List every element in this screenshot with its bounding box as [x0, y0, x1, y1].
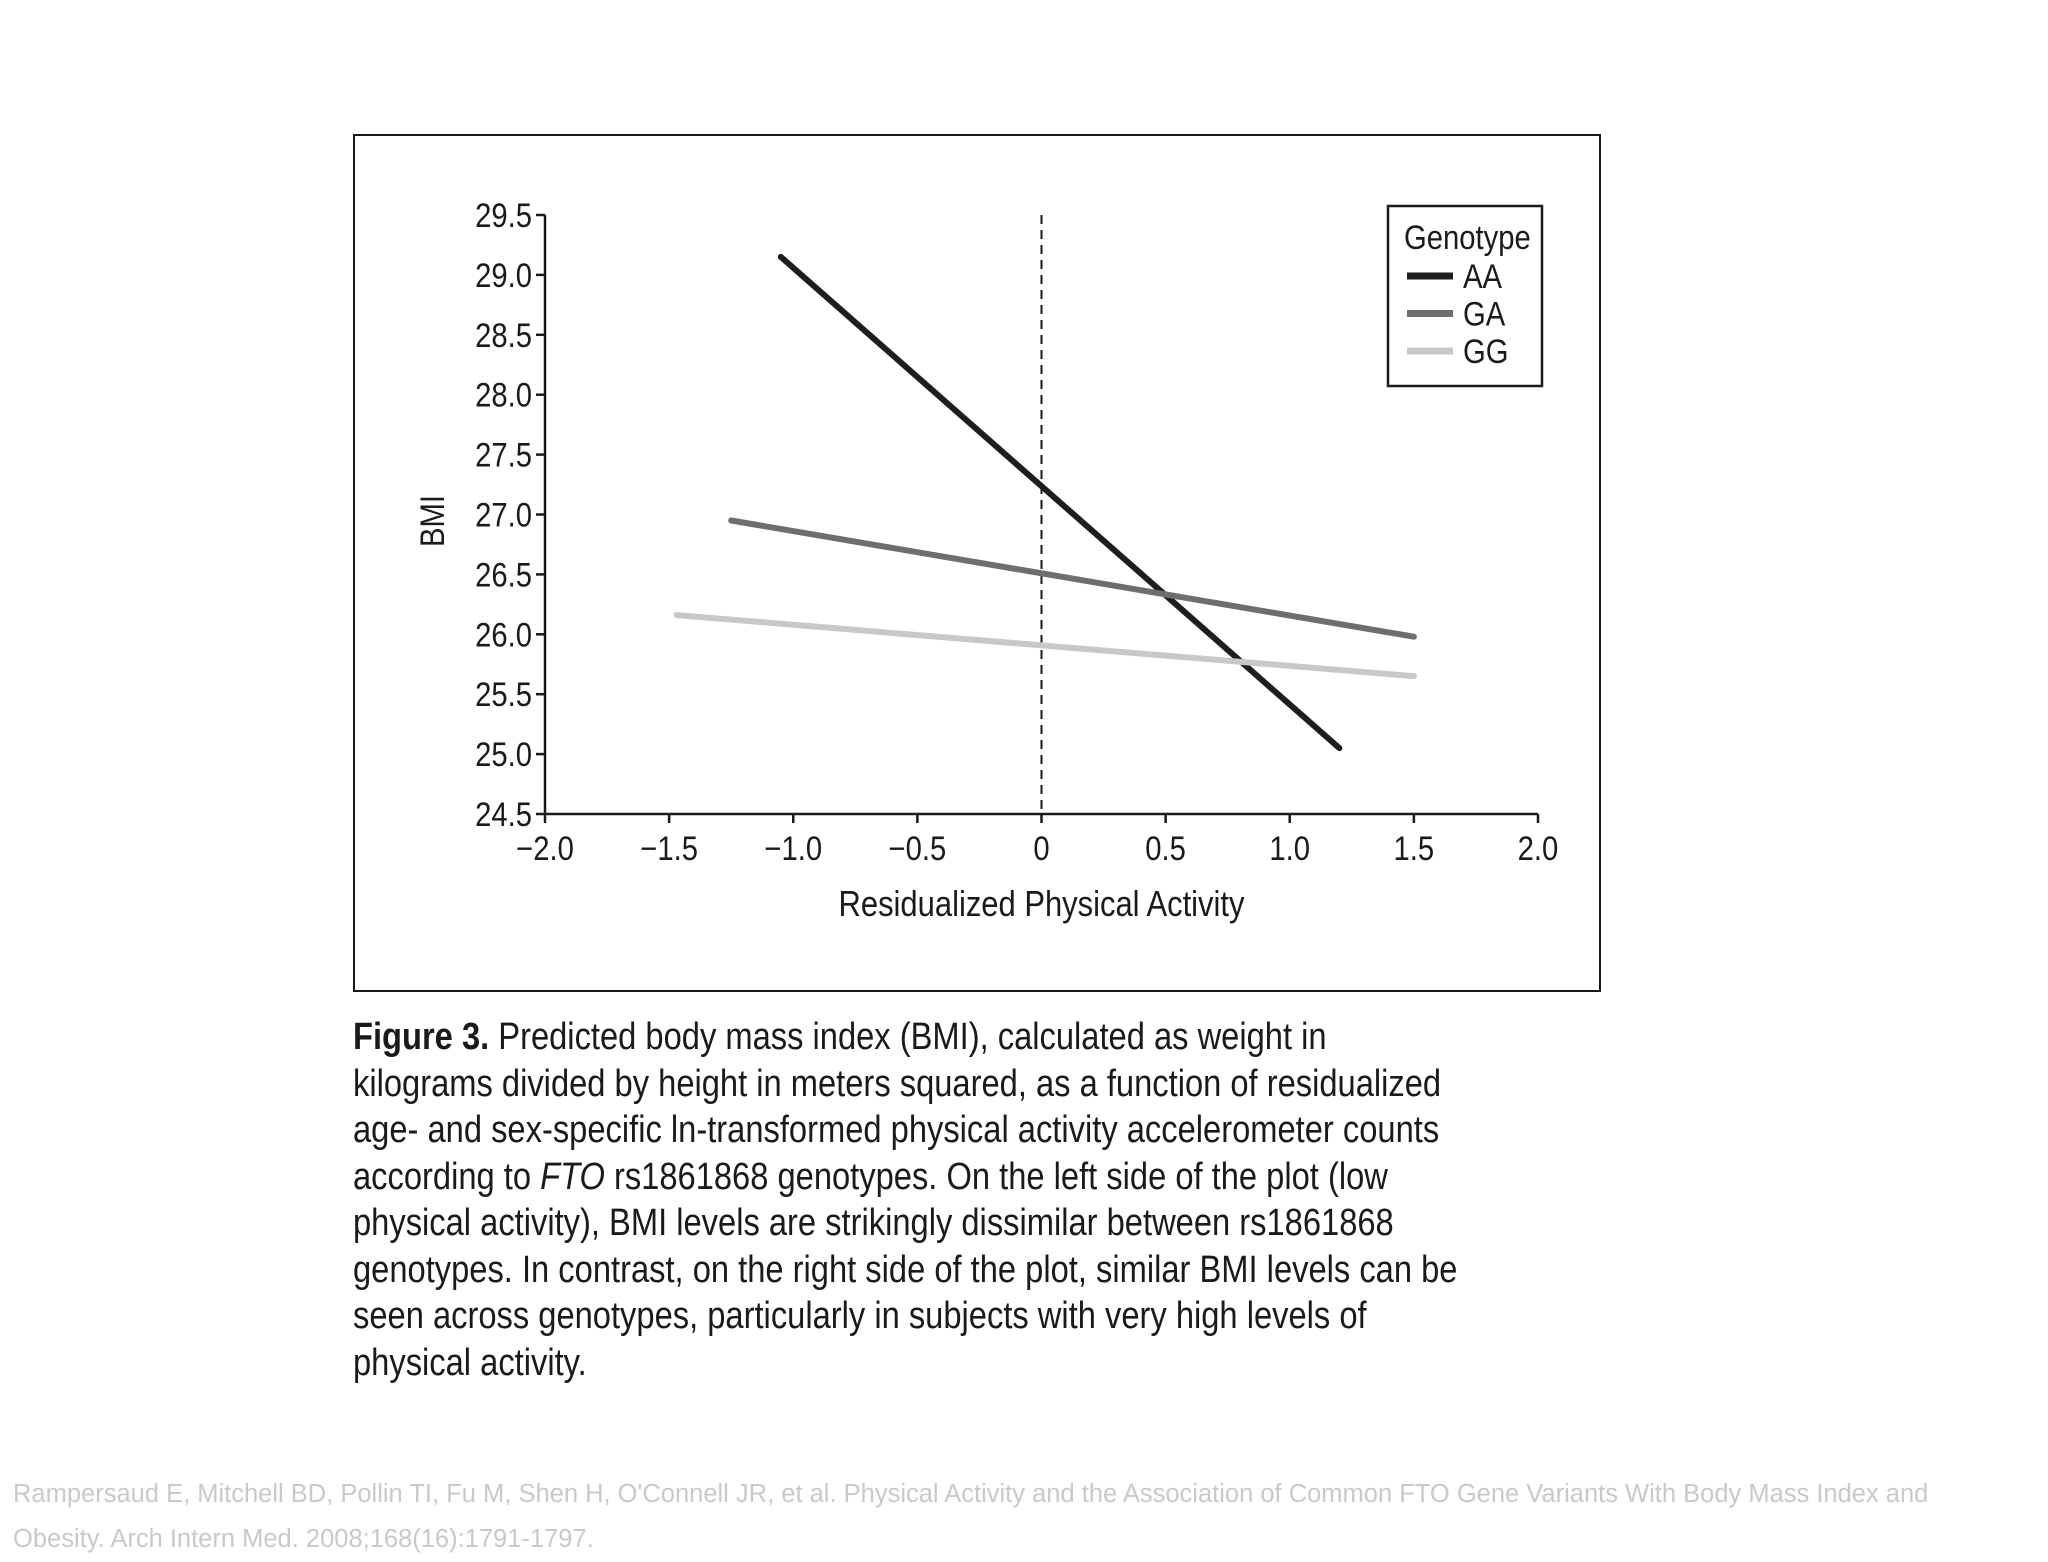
- x-axis-label: Residualized Physical Activity: [838, 884, 1245, 925]
- x-tick-label: 0: [1033, 828, 1050, 868]
- legend-label-ga: GA: [1463, 294, 1506, 334]
- figure-caption: [353, 1014, 1462, 1386]
- y-tick-label: 27.0: [475, 495, 532, 535]
- citation-text: Rampersaud E, Mitchell BD, Pollin TI, Fu M, Shen H, O'Connell JR, et al. Physical Activity and the Association of Common FTO Gene Variants With Body Mass Index and Obesity. Arch Intern Med. 2008;168(16):1791-1797.: [13, 1480, 1929, 1553]
- caption-text-part-1: Predicted body mass index (BMI), calculated as weight in kilograms divided by height in meters squared, as a function of residualized age- and sex-specific ln-transformed physical activity accelerometer counts according to: [353, 1016, 1442, 1198]
- y-tick-label: 26.5: [475, 555, 532, 594]
- x-tick-label: 0.5: [1145, 828, 1186, 868]
- y-tick-label: 29.5: [475, 195, 532, 235]
- x-tick-label: −1.5: [640, 828, 698, 868]
- y-tick-label: 25.0: [475, 735, 532, 774]
- y-tick-label: 27.5: [475, 435, 532, 475]
- y-tick-label: 28.5: [475, 315, 532, 355]
- y-axis-label: BMI: [412, 495, 452, 547]
- series-line-ga: [731, 521, 1414, 637]
- legend-label-aa: AA: [1463, 256, 1502, 296]
- y-tick-label: 26.0: [475, 615, 532, 654]
- y-tick-label: 29.0: [475, 255, 532, 295]
- chart-legend: [1388, 206, 1542, 386]
- x-tick-label: −1.0: [764, 828, 823, 868]
- series-line-gg: [677, 615, 1414, 676]
- figure-frame: [353, 134, 1601, 992]
- caption-text-part-2: rs1861868 genotypes. On the left side of the plot (low physical activity), BMI levels are strikingly dissimilar between rs1861868 genotypes. In contrast, on the right side of the plot, similar BMI levels can be seen across genotypes, particularly in subjects with very high levels of physical activity.: [353, 1155, 1458, 1384]
- x-tick-label: 1.5: [1393, 828, 1435, 868]
- y-tick-label: 28.0: [475, 375, 532, 415]
- figure-label: Figure 3.: [353, 1016, 490, 1058]
- bmi-line-chart: [355, 136, 1599, 990]
- x-tick-label: −0.5: [888, 828, 947, 868]
- x-tick-label: −2.0: [516, 828, 574, 868]
- y-tick-label: 24.5: [475, 794, 532, 834]
- y-tick-label: 25.5: [475, 675, 532, 714]
- caption-gene-name: FTO: [540, 1155, 605, 1198]
- series-layer: [677, 257, 1414, 748]
- x-tick-label: 1.0: [1269, 828, 1311, 868]
- series-line-aa: [781, 257, 1340, 748]
- legend-title: Genotype: [1404, 217, 1531, 257]
- x-tick-label: 2.0: [1517, 828, 1559, 868]
- legend-label-gg: GG: [1463, 331, 1509, 371]
